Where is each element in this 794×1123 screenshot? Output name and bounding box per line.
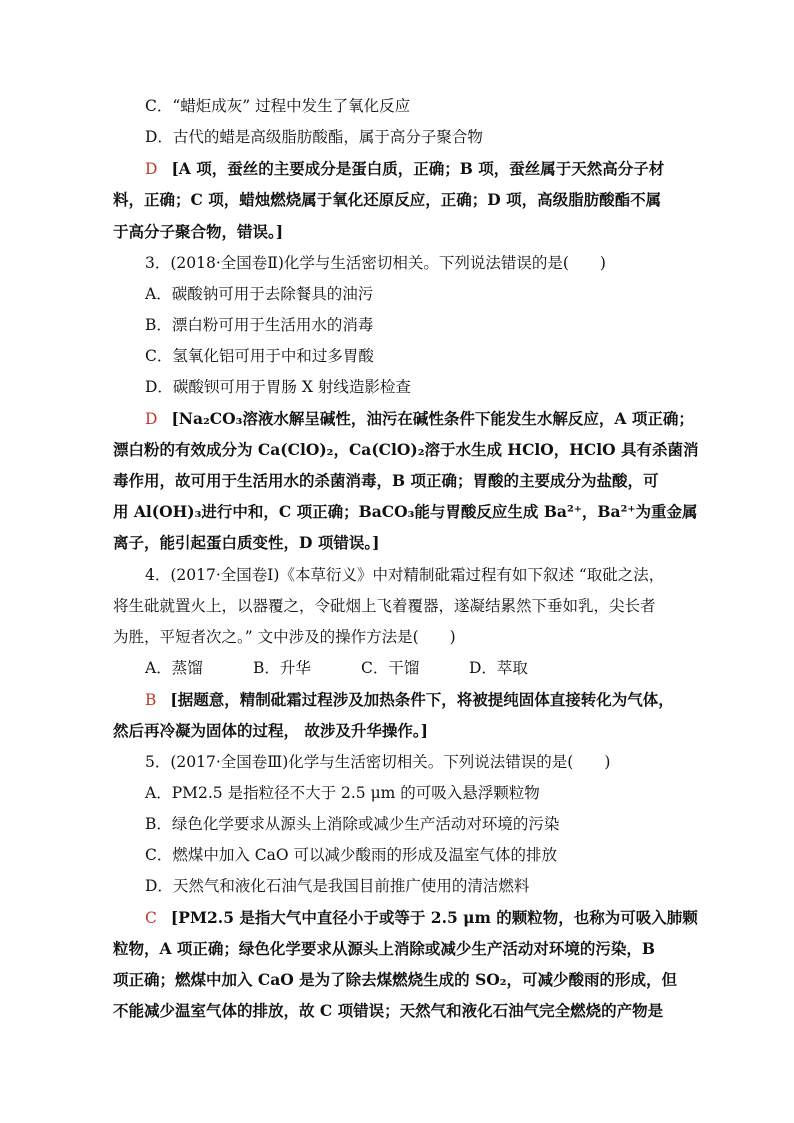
- explanation-line: 毒作用，故可用于生活用水的杀菌消毒，B 项正确；胃酸的主要成分为盐酸，可: [113, 471, 659, 490]
- explanation-line: 用 Al(OH)₃进行中和，C 项正确；BaCO₃能与胃酸反应生成 Ba²⁺，Ba²⁺为重金属: [113, 502, 698, 521]
- answer-letter: B: [145, 691, 157, 709]
- explanation-line: 项正确；燃煤中加入 CaO 是为了除去煤燃烧生成的 SO₂，可减少酸雨的形成，但: [113, 970, 678, 989]
- explanation-line: 然后再冷凝为固体的过程， 故涉及升华操作。]: [113, 721, 428, 740]
- answer-letter: D: [145, 410, 158, 428]
- answer-letter: C: [145, 909, 157, 927]
- explanation-line: 于高分子聚合物，错误。]: [113, 222, 284, 241]
- option-c-q4: C．干馏: [361, 659, 420, 677]
- answer-q2: D [A 项，蚕丝的主要成分是蛋白质，正确；B 项，蚕丝属于天然高分子材: [145, 159, 665, 178]
- answer-q4: B [据题意，精制砒霜过程涉及加热条件下，将被提纯固体直接转化为气体，: [145, 690, 674, 709]
- option-b-q5: B．绿色化学要求从源头上消除或减少生产活动对环境的污染: [145, 815, 560, 833]
- option-b-q4: B．升华: [253, 659, 311, 677]
- option-a-q4: A．蒸馏: [145, 659, 203, 677]
- explanation-line: 料，正确；C 项，蜡烛燃烧属于氧化还原反应，正确；D 项，高级脂肪酸酯不属: [113, 190, 662, 209]
- answer-q5: C [PM2.5 是指大气中直径小于或等于 2.5 μm 的颗粒物，也称为可吸入肺颗: [145, 908, 698, 927]
- explanation-line: 粒物，A 项正确；绿色化学要求从源头上消除或减少生产活动对环境的污染，B: [113, 939, 656, 958]
- option-a-q5: A．PM2.5 是指粒径不大于 2.5 μm 的可吸入悬浮颗粒物: [145, 784, 540, 802]
- explanation-line: 离子，能引起蛋白质变性，D 项错误。]: [113, 533, 380, 552]
- option-b-q3: B．漂白粉可用于生活用水的消毒: [145, 316, 374, 334]
- question-4-line: 将生砒就置火上，以器覆之，令砒烟上飞着覆器，遂凝结累然下垂如乳，尖长者: [113, 597, 656, 615]
- options-q4: [0, 657, 794, 679]
- question-3: 3．(2018·全国卷Ⅱ)化学与生活密切相关。下列说法错误的是( ): [145, 254, 606, 272]
- question-4: 4．(2017·全国卷Ⅰ)《本草衍义》中对精制砒霜过程有如下叙述 “取砒之法，: [145, 566, 665, 584]
- option-d-q5: D．天然气和液化石油气是我国目前推广使用的清洁燃料: [145, 877, 530, 895]
- option-d-q2: D．古代的蜡是高级脂肪酸酯，属于高分子聚合物: [145, 128, 483, 146]
- question-5: 5．(2017·全国卷Ⅲ)化学与生活密切相关。下列说法错误的是( ): [145, 753, 611, 771]
- option-c-q2: C．“蜡炬成灰” 过程中发生了氧化反应: [145, 97, 411, 115]
- question-4-line: 为胜，平短者次之。” 文中涉及的操作方法是( ): [113, 628, 456, 646]
- answer-q3: D [Na₂CO₃溶液水解呈碱性，油污在碱性条件下能发生水解反应，A 项正确；: [145, 409, 694, 428]
- explanation-line: 漂白粉的有效成分为 Ca(ClO)₂，Ca(ClO)₂溶于水生成 HClO，HClO 具有杀菌消: [113, 440, 699, 459]
- option-c-q3: C．氢氧化铝可用于中和过多胃酸: [145, 347, 374, 365]
- explanation-line: 不能减少温室气体的排放，故 C 项错误；天然气和液化石油气完全燃烧的产物是: [113, 1001, 664, 1020]
- option-a-q3: A．碳酸钠可用于去除餐具的油污: [145, 285, 374, 303]
- option-c-q5: C．燃煤中加入 CaO 可以减少酸雨的形成及温室气体的排放: [145, 846, 558, 864]
- answer-letter: D: [145, 160, 158, 178]
- option-d-q4: D．萃取: [469, 659, 528, 677]
- option-d-q3: D．碳酸钡可用于胃肠 X 射线造影检查: [145, 378, 411, 396]
